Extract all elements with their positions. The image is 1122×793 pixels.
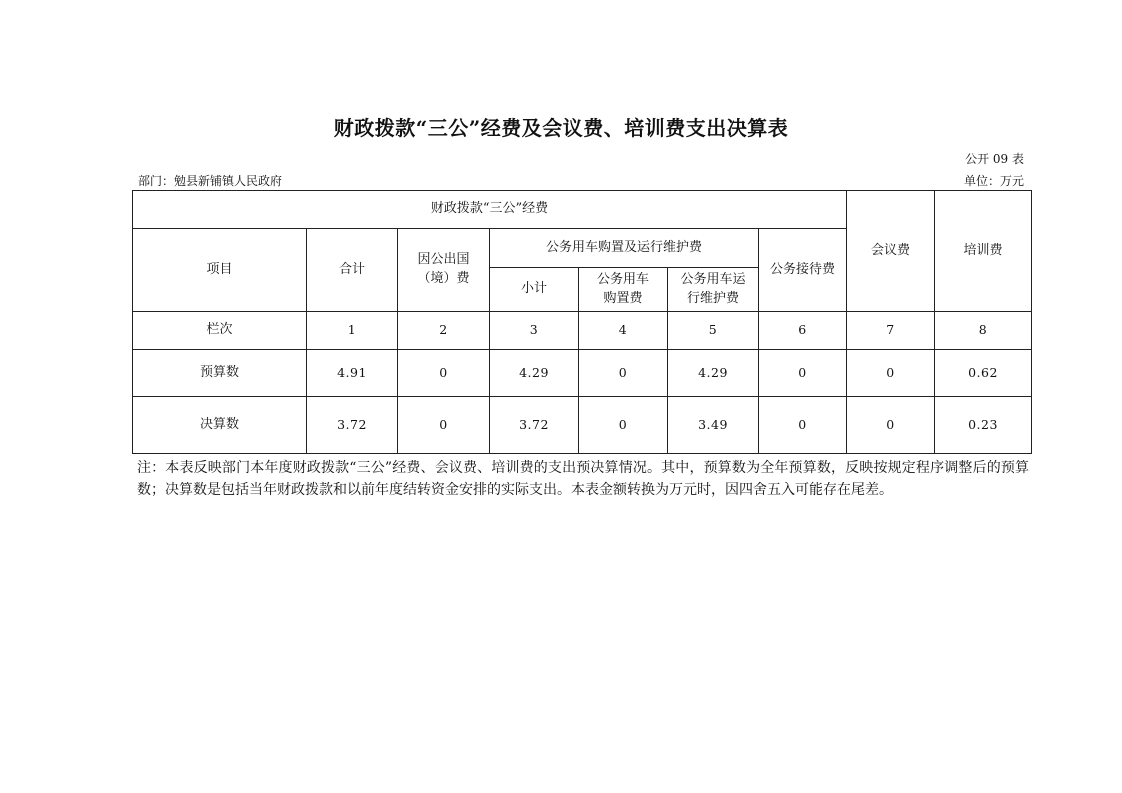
table-cell: 0	[847, 350, 935, 397]
row-label: 栏次	[133, 312, 307, 350]
table-cell: 4.29	[668, 350, 759, 397]
table-row	[133, 312, 1032, 350]
table-cell: 3.49	[668, 397, 759, 454]
table-cell: 0	[398, 350, 490, 397]
table-cell: 3	[490, 312, 579, 350]
table-cell: 4.29	[490, 350, 579, 397]
header-reception: 公务接待费	[759, 229, 847, 312]
table-cell: 0.23	[935, 397, 1032, 454]
row-label: 预算数	[133, 350, 307, 397]
header-vehicle-group: 公务用车购置及运行维护费	[490, 229, 759, 268]
form-number: 公开 09 表	[965, 152, 1024, 166]
table-cell: 4.91	[307, 350, 398, 397]
unit-label: 单位：万元	[963, 174, 1024, 188]
footnote: 注：本表反映部门本年度财政拨款“三公”经费、会议费、培训费的支出预决算情况。其中，预算数为全年预算数，反映按规定程序调整后的预算数；决算数是包括当年财政拨款和以前年度结转资金安排的实际支出。本表金额转换为万元时，因四舍五入可能存在尾差。	[137, 460, 1029, 498]
header-training: 培训费	[935, 191, 1032, 312]
header-abroad: 因公出国（境）费	[398, 229, 490, 312]
header-subtotal: 小计	[490, 268, 579, 312]
table-cell: 0	[579, 397, 668, 454]
row-label: 决算数	[133, 397, 307, 454]
header-vehicle-operation: 公务用车运行维护费	[668, 268, 759, 312]
table-cell: 4	[579, 312, 668, 350]
table-cell: 0.62	[935, 350, 1032, 397]
header-vehicle-purchase: 公务用车购置费	[579, 268, 668, 312]
table-cell: 3.72	[307, 397, 398, 454]
department-label: 部门：勉县新铺镇人民政府	[138, 174, 283, 188]
page-title: 财政拨款“三公”经费及会议费、培训费支出决算表	[333, 116, 789, 140]
table-cell: 5	[668, 312, 759, 350]
header-item: 项目	[133, 229, 307, 312]
table-cell: 0	[579, 350, 668, 397]
header-meeting: 会议费	[847, 191, 935, 312]
table-cell: 0	[847, 397, 935, 454]
expenditure-table	[132, 190, 1032, 454]
header-total: 合计	[307, 229, 398, 312]
table-row	[133, 397, 1032, 454]
table-cell: 0	[759, 397, 847, 454]
table-cell: 8	[935, 312, 1032, 350]
table-cell: 0	[759, 350, 847, 397]
header-three-public: 财政拨款“三公”经费	[133, 191, 847, 229]
table-cell: 0	[398, 397, 490, 454]
table-cell: 7	[847, 312, 935, 350]
table-cell: 1	[307, 312, 398, 350]
table-cell: 6	[759, 312, 847, 350]
table-cell: 2	[398, 312, 490, 350]
table-cell: 3.72	[490, 397, 579, 454]
table-row	[133, 350, 1032, 397]
